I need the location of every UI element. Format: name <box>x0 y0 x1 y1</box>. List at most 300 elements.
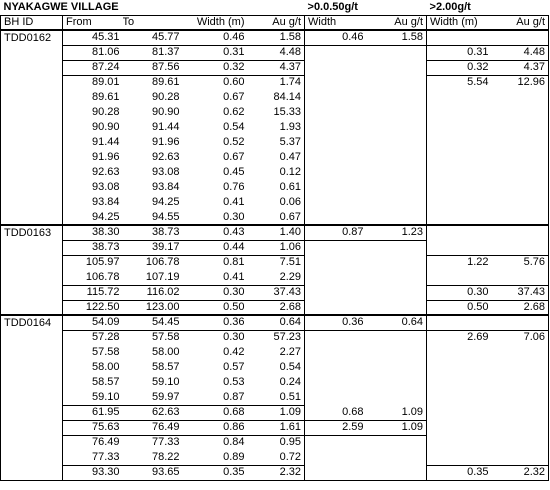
cell-au: 0.51 <box>248 390 305 405</box>
cell-from: 81.06 <box>63 45 123 60</box>
cell-width-050: 0.46 <box>305 30 367 45</box>
cell-from: 105.97 <box>63 255 123 270</box>
cell-au-200 <box>492 180 549 195</box>
cell-to: 94.55 <box>151 210 180 223</box>
cell-au: 4.37 <box>248 60 305 75</box>
cell-width: 0.62 <box>223 106 245 118</box>
table-row <box>1 75 549 90</box>
cell-width-050 <box>305 210 367 225</box>
cell-au-200: 4.48 <box>492 45 549 60</box>
section-title-050: >0.0.50g/t <box>307 0 358 13</box>
cell-to: 89.61 <box>151 76 180 89</box>
cell-width: 0.35 <box>183 465 248 480</box>
cell-bh-id <box>1 390 63 405</box>
cell-to: 59.97 <box>123 390 183 405</box>
header-width: Width (m) <box>183 15 248 30</box>
cell-au-200: 5.76 <box>492 255 549 270</box>
cell-width-200 <box>427 165 492 180</box>
cell-to: 94.25 <box>151 196 180 208</box>
cell-au-050: 1.09 <box>367 420 427 435</box>
cell-to: 93.65 <box>123 465 183 480</box>
cell-width-200 <box>427 435 492 450</box>
cell-from: 92.63 <box>63 165 123 180</box>
cell-width-050 <box>305 360 367 375</box>
cell-au: 2.32 <box>248 465 305 480</box>
cell-width-050 <box>305 120 367 135</box>
cell-au-200 <box>492 405 549 420</box>
cell-au: 0.24 <box>279 376 302 388</box>
cell-au: 2.68 <box>248 300 305 315</box>
cell-bh-id <box>1 255 63 270</box>
cell-to: 62.63 <box>123 405 183 420</box>
cell-width: 0.53 <box>223 376 245 388</box>
cell-bh-id <box>1 465 63 480</box>
cell-au-200 <box>492 30 549 45</box>
cell-width-050 <box>305 75 367 90</box>
cell-au-050: 0.64 <box>367 315 427 330</box>
cell-width: 0.32 <box>183 60 248 75</box>
cell-au: 1.09 <box>248 405 305 420</box>
cell-from: 45.31 <box>63 30 123 45</box>
cell-au: 1.61 <box>248 420 305 435</box>
cell-width-050 <box>305 150 367 165</box>
cell-width: 0.41 <box>183 270 248 285</box>
cell-au-050: 1.23 <box>367 225 427 240</box>
table-row <box>1 330 549 345</box>
cell-width: 0.30 <box>183 285 248 300</box>
cell-au-200: 2.68 <box>492 300 549 315</box>
cell-au-050 <box>367 390 427 405</box>
cell-au: 0.47 <box>279 151 302 163</box>
cell-width-050 <box>305 135 367 150</box>
cell-width: 0.43 <box>183 225 248 240</box>
cell-width-050 <box>305 300 367 315</box>
cell-width-200: 0.32 <box>427 60 492 75</box>
cell-au-200 <box>492 315 549 330</box>
cell-from: 89.01 <box>63 75 123 90</box>
cell-to: 54.45 <box>123 315 183 330</box>
table-row <box>1 270 549 285</box>
cell-bh-id: TDD0162 <box>1 30 63 45</box>
cell-width-200 <box>427 390 492 405</box>
cell-from: 87.24 <box>63 60 123 75</box>
cell-au-050 <box>367 135 427 150</box>
cell-width-200 <box>427 210 492 225</box>
cell-width-050 <box>305 180 367 195</box>
cell-from: 122.50 <box>63 300 123 315</box>
table-row <box>1 360 549 375</box>
cell-from: 91.96 <box>63 150 123 165</box>
cell-to: 39.17 <box>123 240 183 255</box>
table-row <box>1 90 549 105</box>
cell-from: 59.10 <box>63 390 123 405</box>
header-width-050: Width <box>305 15 367 30</box>
cell-au-050: 1.09 <box>367 405 427 420</box>
cell-to: 58.00 <box>151 346 180 358</box>
cell-to: 93.84 <box>151 181 180 193</box>
cell-width: 0.46 <box>183 30 248 45</box>
cell-width-200 <box>427 105 492 120</box>
cell-width-050: 0.87 <box>305 225 367 240</box>
cell-au-050 <box>367 270 427 285</box>
cell-from: 89.61 <box>63 90 123 105</box>
cell-au: 0.12 <box>279 166 302 178</box>
cell-bh-id <box>1 120 63 135</box>
table-row <box>1 420 549 435</box>
table-row <box>1 135 549 150</box>
cell-from: 57.58 <box>63 345 123 360</box>
cell-to: 76.49 <box>123 420 183 435</box>
cell-au-050 <box>367 330 427 345</box>
cell-width-200 <box>427 30 492 45</box>
table-row <box>1 405 549 420</box>
header-au-050: Au g/t <box>367 15 427 30</box>
cell-width-200 <box>427 315 492 330</box>
cell-width-050 <box>305 465 367 480</box>
cell-au-200 <box>492 450 549 465</box>
cell-width: 0.45 <box>223 166 245 178</box>
cell-au: 1.93 <box>279 121 302 133</box>
cell-au-050 <box>367 75 427 90</box>
cell-width-200: 0.31 <box>427 45 492 60</box>
cell-au-050: 1.58 <box>367 30 427 45</box>
table-row <box>1 60 549 75</box>
cell-au-050 <box>367 60 427 75</box>
cell-to: 107.19 <box>123 270 183 285</box>
cell-width-200: 0.35 <box>427 465 492 480</box>
cell-width-200: 0.50 <box>427 300 492 315</box>
cell-au-050 <box>367 465 427 480</box>
cell-from: 93.84 <box>63 195 123 210</box>
cell-from: 38.30 <box>63 225 123 240</box>
cell-bh-id <box>1 45 63 60</box>
cell-au-200 <box>492 120 549 135</box>
cell-bh-id <box>1 150 63 165</box>
table-row <box>1 30 549 45</box>
table-title: NYAKAGWE VILLAGE <box>3 0 119 13</box>
cell-width: 0.30 <box>223 210 245 223</box>
cell-from: 58.00 <box>63 360 123 375</box>
cell-au: 0.61 <box>279 181 302 193</box>
cell-width-050 <box>305 255 367 270</box>
cell-bh-id <box>1 375 63 390</box>
table-row <box>1 390 549 405</box>
cell-width: 0.41 <box>223 196 245 208</box>
cell-au: 0.64 <box>248 315 305 330</box>
cell-bh-id <box>1 435 63 450</box>
cell-bh-id <box>1 105 63 120</box>
table-row <box>1 465 549 480</box>
cell-width-050 <box>305 375 367 390</box>
cell-au-200 <box>492 105 549 120</box>
cell-width-200: 5.54 <box>427 75 492 90</box>
table-row <box>1 450 549 465</box>
cell-to: 38.73 <box>123 225 183 240</box>
cell-from: 58.57 <box>63 375 123 390</box>
cell-au: 0.06 <box>279 196 302 208</box>
cell-width-050 <box>305 270 367 285</box>
cell-au-200: 4.37 <box>492 60 549 75</box>
cell-au: 4.48 <box>248 45 305 60</box>
cell-au-050 <box>367 375 427 390</box>
cell-from: 75.63 <box>63 420 123 435</box>
table-row <box>1 45 549 60</box>
cell-width-200: 0.30 <box>427 285 492 300</box>
header-to: To <box>123 15 183 30</box>
cell-from: 106.78 <box>63 270 123 285</box>
cell-au: 1.06 <box>248 240 305 255</box>
cell-bh-id <box>1 240 63 255</box>
cell-bh-id <box>1 180 63 195</box>
cell-au-200 <box>492 390 549 405</box>
cell-width-050 <box>305 435 367 450</box>
cell-width-050 <box>305 60 367 75</box>
cell-au-050 <box>367 90 427 105</box>
cell-width-050 <box>305 450 367 465</box>
table-row <box>1 165 549 180</box>
section-title-200: >2.00g/t <box>429 0 471 13</box>
cell-bh-id <box>1 405 63 420</box>
cell-au-200 <box>492 345 549 360</box>
cell-from: 57.28 <box>63 330 123 345</box>
cell-width-050: 2.59 <box>305 420 367 435</box>
cell-bh-id <box>1 60 63 75</box>
cell-width: 0.44 <box>183 240 248 255</box>
cell-width: 0.68 <box>183 405 248 420</box>
cell-bh-id <box>1 135 63 150</box>
cell-au: 84.14 <box>273 91 302 103</box>
table-row <box>1 345 549 360</box>
cell-bh-id <box>1 285 63 300</box>
header-au: Au g/t <box>248 15 305 30</box>
cell-width-200 <box>427 180 492 195</box>
cell-width: 0.50 <box>183 300 248 315</box>
cell-to: 91.44 <box>151 121 180 133</box>
cell-bh-id <box>1 270 63 285</box>
cell-au-050 <box>367 360 427 375</box>
cell-au: 37.43 <box>248 285 305 300</box>
cell-au: 0.54 <box>279 361 302 373</box>
cell-au: 2.27 <box>279 346 302 358</box>
cell-width: 0.60 <box>223 76 245 89</box>
cell-from: 61.95 <box>63 405 123 420</box>
cell-width-050 <box>305 390 367 405</box>
header-from: From <box>63 15 123 30</box>
cell-au-200 <box>492 240 549 255</box>
cell-bh-id <box>1 300 63 315</box>
cell-from: 90.28 <box>63 105 123 120</box>
cell-au-050 <box>367 180 427 195</box>
cell-au-050 <box>367 165 427 180</box>
cell-au-050 <box>367 300 427 315</box>
cell-from: 76.49 <box>63 435 123 450</box>
cell-au-050 <box>367 255 427 270</box>
cell-bh-id <box>1 165 63 180</box>
cell-width-200 <box>427 195 492 210</box>
cell-au-050 <box>367 345 427 360</box>
table-row <box>1 315 549 330</box>
cell-au-200 <box>492 225 549 240</box>
cell-width: 0.57 <box>223 361 245 373</box>
cell-au-050 <box>367 210 427 225</box>
cell-to: 123.00 <box>123 300 183 315</box>
table-row <box>1 150 549 165</box>
cell-from: 94.25 <box>63 210 123 225</box>
cell-to: 78.22 <box>123 450 183 465</box>
cell-au: 0.67 <box>279 210 302 223</box>
cell-width: 0.67 <box>223 91 245 103</box>
cell-to: 106.78 <box>145 256 180 269</box>
cell-width: 0.81 <box>223 256 245 269</box>
cell-au-050 <box>367 105 427 120</box>
cell-width-200 <box>427 240 492 255</box>
cell-width-050 <box>305 105 367 120</box>
table-row <box>1 105 549 120</box>
cell-au-200 <box>492 195 549 210</box>
table-row <box>1 300 549 315</box>
cell-au-050 <box>367 240 427 255</box>
cell-width-050 <box>305 345 367 360</box>
cell-au: 7.51 <box>279 256 302 269</box>
cell-width-200 <box>427 225 492 240</box>
cell-width: 0.84 <box>223 436 245 449</box>
cell-to: 45.77 <box>123 30 183 45</box>
cell-width: 0.89 <box>183 450 248 465</box>
cell-width-050 <box>305 330 367 345</box>
cell-au-200 <box>492 210 549 225</box>
cell-to: 92.63 <box>151 151 180 163</box>
cell-to: 58.57 <box>151 361 180 373</box>
cell-bh-id <box>1 210 63 225</box>
cell-bh-id <box>1 420 63 435</box>
cell-width-050 <box>305 45 367 60</box>
cell-width: 0.86 <box>183 420 248 435</box>
cell-au-050 <box>367 285 427 300</box>
cell-bh-id <box>1 75 63 90</box>
header-bh-id: BH ID <box>1 15 63 30</box>
cell-au: 1.74 <box>279 76 302 89</box>
cell-width-200 <box>427 90 492 105</box>
table-row <box>1 180 549 195</box>
cell-to: 77.33 <box>151 436 180 449</box>
cell-width-200: 2.69 <box>427 330 492 345</box>
cell-from: 93.08 <box>63 180 123 195</box>
cell-width-200 <box>427 405 492 420</box>
table-row <box>1 120 549 135</box>
cell-width-050 <box>305 195 367 210</box>
cell-au-200 <box>492 420 549 435</box>
cell-au-050 <box>367 450 427 465</box>
table-row <box>1 240 549 255</box>
cell-au-200: 2.32 <box>492 465 549 480</box>
cell-au-200: 37.43 <box>492 285 549 300</box>
cell-au-200 <box>492 150 549 165</box>
cell-bh-id <box>1 360 63 375</box>
cell-from: 77.33 <box>63 450 123 465</box>
cell-bh-id <box>1 330 63 345</box>
cell-au-200: 12.96 <box>492 75 549 90</box>
cell-au-200 <box>492 165 549 180</box>
cell-from: 54.09 <box>63 315 123 330</box>
cell-au-200 <box>492 435 549 450</box>
cell-bh-id <box>1 345 63 360</box>
cell-au-050 <box>367 150 427 165</box>
cell-width-200 <box>427 150 492 165</box>
cell-width-050 <box>305 285 367 300</box>
cell-au: 5.37 <box>279 136 302 148</box>
cell-width-200 <box>427 345 492 360</box>
cell-au: 1.40 <box>248 225 305 240</box>
cell-au: 0.95 <box>279 436 302 449</box>
cell-bh-id <box>1 90 63 105</box>
cell-to: 90.28 <box>151 91 180 103</box>
cell-au: 2.29 <box>248 270 305 285</box>
cell-to: 93.08 <box>151 166 180 178</box>
cell-au-050 <box>367 435 427 450</box>
cell-width: 0.54 <box>223 121 245 133</box>
table-row <box>1 225 549 240</box>
cell-au-050 <box>367 195 427 210</box>
cell-width-200 <box>427 120 492 135</box>
cell-width: 0.31 <box>183 45 248 60</box>
cell-width: 0.36 <box>183 315 248 330</box>
cell-width-050 <box>305 240 367 255</box>
cell-au-200: 7.06 <box>492 330 549 345</box>
table-row <box>1 195 549 210</box>
table-row <box>1 210 549 225</box>
cell-width-050: 0.68 <box>305 405 367 420</box>
cell-from: 90.90 <box>63 120 123 135</box>
header-width-200: Width (m) <box>427 15 492 30</box>
cell-width-200 <box>427 375 492 390</box>
cell-width-200 <box>427 360 492 375</box>
cell-to: 116.02 <box>123 285 183 300</box>
cell-au: 0.72 <box>248 450 305 465</box>
cell-au-200 <box>492 135 549 150</box>
cell-width-050: 0.36 <box>305 315 367 330</box>
cell-au-200 <box>492 375 549 390</box>
cell-au-050 <box>367 120 427 135</box>
cell-width-200 <box>427 135 492 150</box>
cell-width: 0.52 <box>223 136 245 148</box>
cell-width: 0.67 <box>223 151 245 163</box>
cell-au: 1.58 <box>248 30 305 45</box>
cell-au-200 <box>492 360 549 375</box>
cell-width-200 <box>427 420 492 435</box>
cell-to: 90.90 <box>151 106 180 118</box>
cell-width-050 <box>305 90 367 105</box>
cell-to: 87.56 <box>123 60 183 75</box>
table-row <box>1 375 549 390</box>
cell-width: 0.42 <box>223 346 245 358</box>
cell-to: 91.96 <box>151 136 180 148</box>
cell-bh-id <box>1 450 63 465</box>
cell-from: 38.73 <box>63 240 123 255</box>
cell-width-200 <box>427 450 492 465</box>
cell-width-050 <box>305 165 367 180</box>
cell-bh-id <box>1 195 63 210</box>
table-row <box>1 255 549 270</box>
cell-au-200 <box>492 270 549 285</box>
table-row <box>1 285 549 300</box>
cell-width: 0.30 <box>223 331 245 344</box>
cell-width: 0.76 <box>223 181 245 193</box>
table-row <box>1 435 549 450</box>
cell-au: 15.33 <box>273 106 302 118</box>
cell-au-050 <box>367 45 427 60</box>
cell-from: 91.44 <box>63 135 123 150</box>
title-row <box>1 0 549 15</box>
